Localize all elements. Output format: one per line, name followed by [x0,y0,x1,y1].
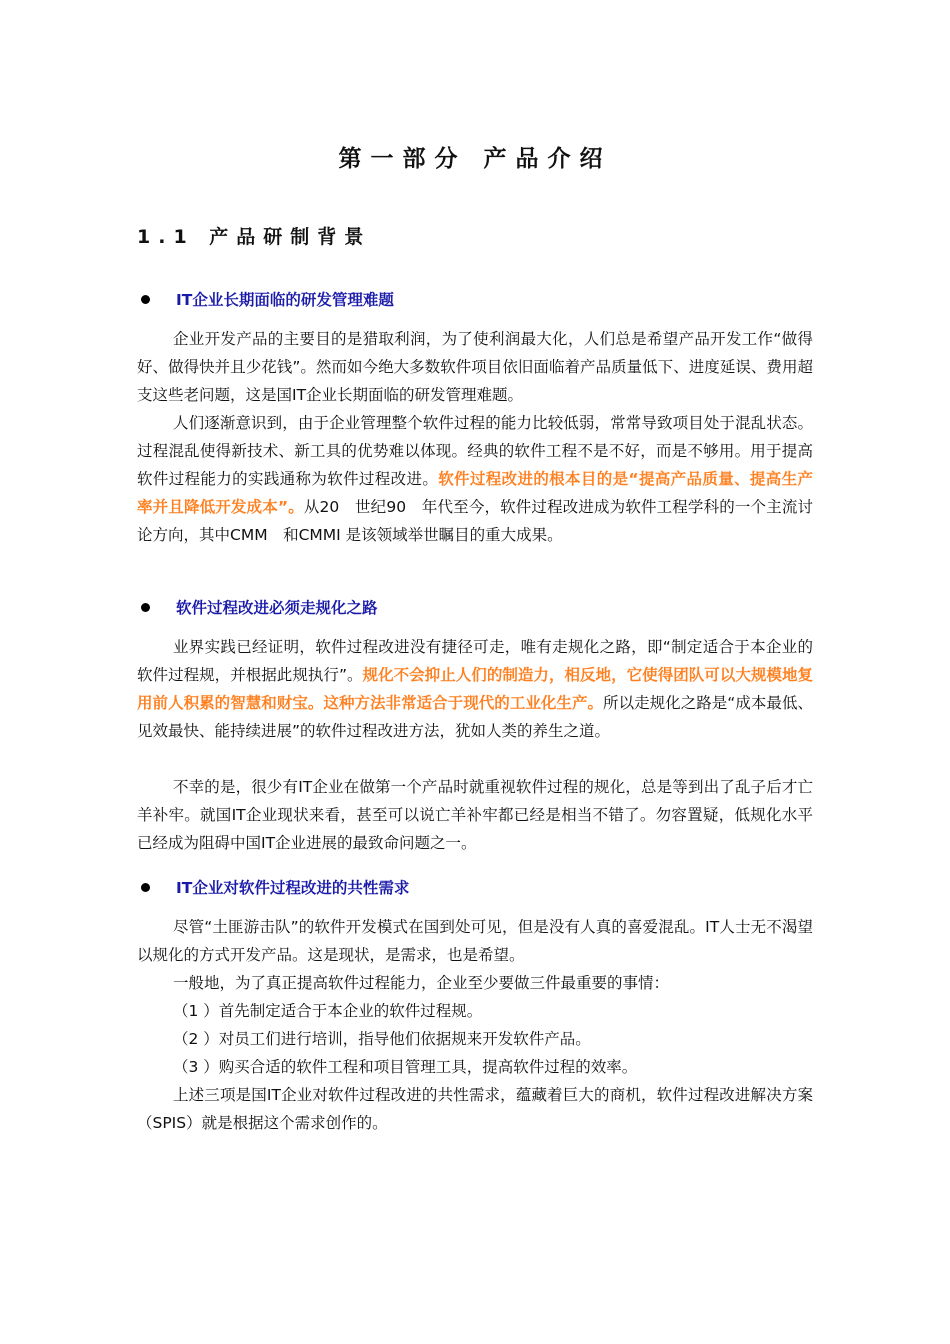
bullet-dot-icon [141,883,150,892]
bullet-heading-text: IT企业长期面临的研发管理难题 [176,291,394,309]
paragraph-1: 企业开发产品的主要目的是猎取利润，为了使利润最大化，人们总是希望产品开发工作“做得好、做得快并且少花钱”。然而如今绝大多数软件项目依旧面临着产品质量低下、进度延误、费用超支这些老问题，这是国IT企业长期面临的研发管理难题。 [137,330,813,404]
part-title: 第一部分 产品介绍 [338,146,612,172]
bullet-dot-icon [141,603,150,612]
paragraph-4: 不幸的是，很少有IT企业在做第一个产品时就重视软件过程的规化，总是等到出了乱子后才亡羊补牢。就国IT企业现状来看，甚至可以说亡羊补牢都已经是相当不错了。勿容置疑，低规化水平已经成为阻碍中国IT企业进展的最致命问题之一。 [137,778,813,852]
bullet-heading-text: 软件过程改进必须走规化之路 [176,599,378,617]
bullet-heading-1 [137,288,394,310]
paragraph-3-text: 业界实践已经证明，软件过程改进没有捷径可走，唯有走规化之路，即“制定适合于本企业的软件过程规，并根据此规执行”。 [137,638,813,684]
bullet-heading-3 [137,876,409,898]
paragraph-2 [137,409,813,549]
paragraph-3 [137,633,813,745]
list-item: （3 ）购买合适的软件工程和项目管理工具，提高软件过程的效率。 [173,1058,638,1076]
list-item: （2 ）对员工们进行培训，指导他们依据规来开发软件产品。 [173,1030,591,1048]
paragraph-7: 上述三项是国IT企业对软件过程改进的共性需求，蕴藏着巨大的商机，软件过程改进解决方案（SPIS）就是根据这个需求创作的。 [137,1086,813,1132]
bullet-heading-text: IT企业对软件过程改进的共性需求 [176,879,410,897]
list-item: （1 ）首先制定适合于本企业的软件过程规。 [173,1002,483,1020]
bullet-heading-2 [137,596,378,618]
paragraph-3-text-end: 所以走规化之路是“成本最低、见效最快、能持续进展”的软件过程改进方法，犹如人类的养生之道。 [137,694,814,740]
paragraph-6: 一般地，为了真正提高软件过程能力，企业至少要做三件最重要的事情： [173,974,670,992]
paragraph-3-highlight: 规化不会抑止人们的制造力，相反地，它使得团队可以大规模地复用前人积累的智慧和财宝。这种方法非常适合于现代的工业化生产。 [137,666,813,712]
section-title: 1.1 产品研制背景 [137,226,372,248]
bullet-dot-icon [141,295,150,304]
paragraph-2-highlight: 软件过程改进的根本目的是“提高产品质量、提高生产率并且降低开发成本”。 [137,470,813,516]
paragraph-2-text-end: 从20 世纪90 年代至今，软件过程改进成为软件工程学科的一个主流讨论方向，其中CMM 和CMMI 是该领域举世瞩目的重大成果。 [137,498,813,544]
paragraph-2-text: 人们逐渐意识到，由于企业管理整个软件过程的能力比较低弱，常常导致项目处于混乱状态。过程混乱使得新技术、新工具的优势难以体现。经典的软件工程不是不好，而是不够用。用于提高软件过程能力的实践通称为软件过程改进。 [137,414,813,488]
paragraph-5: 尽管“土匪游击队”的软件开发模式在国到处可见，但是没有人真的喜爱混乱。IT人士无不渴望以规化的方式开发产品。这是现状，是需求，也是希望。 [137,918,813,964]
